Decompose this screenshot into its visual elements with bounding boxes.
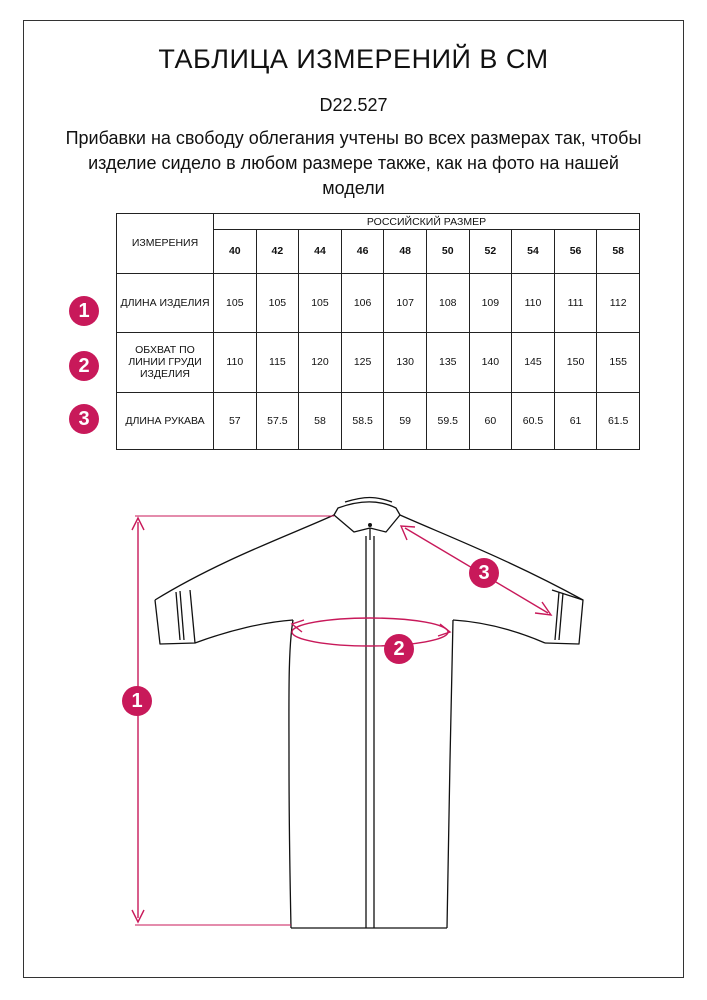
right-cuff (545, 590, 583, 644)
table-cell: 105 (299, 273, 342, 332)
diagram-marker-3: 3 (469, 558, 499, 588)
table-cell: 57.5 (256, 393, 299, 450)
right-side-seam (447, 620, 453, 928)
row-badge-1: 1 (69, 296, 99, 326)
collar (334, 502, 400, 532)
table-cell: 58.5 (341, 393, 384, 450)
table-cell: 109 (469, 273, 512, 332)
collar-button-icon (368, 523, 372, 527)
size-cell: 54 (512, 230, 555, 274)
table-cell: 107 (384, 273, 427, 332)
table-cell: 106 (341, 273, 384, 332)
table-cell: 150 (554, 332, 597, 393)
measure-header: ИЗМЕРЕНИЯ (117, 214, 214, 274)
row-badge-2: 2 (69, 351, 99, 381)
size-cell: 44 (299, 230, 342, 274)
diagram-marker-1: 1 (122, 686, 152, 716)
model-code: D22.527 (319, 95, 388, 115)
page-title: ТАБЛИЦА ИЗМЕРЕНИЙ В СМ (158, 44, 549, 74)
right-shoulder-line (400, 515, 583, 600)
row-badge-3: 3 (69, 404, 99, 434)
right-underarm (453, 620, 545, 643)
size-cell: 50 (426, 230, 469, 274)
size-cell: 52 (469, 230, 512, 274)
table-cell: 125 (341, 332, 384, 393)
table-cell: 130 (384, 332, 427, 393)
size-cell: 58 (597, 230, 640, 274)
table-cell: 61.5 (597, 393, 640, 450)
table-cell: 105 (256, 273, 299, 332)
row-label: ОБХВАТ ПО ЛИНИИ ГРУДИ ИЗДЕЛИЯ (117, 332, 214, 393)
table-cell: 59 (384, 393, 427, 450)
table-cell: 61 (554, 393, 597, 450)
left-cuff (155, 590, 195, 644)
size-cell: 48 (384, 230, 427, 274)
table-cell: 155 (597, 332, 640, 393)
table-cell: 110 (512, 273, 555, 332)
row-label: ДЛИНА РУКАВА (117, 393, 214, 450)
chest-ellipse (292, 618, 448, 646)
table-cell: 145 (512, 332, 555, 393)
table-cell: 108 (426, 273, 469, 332)
table-cell: 111 (554, 273, 597, 332)
table-cell: 105 (214, 273, 257, 332)
table-cell: 60 (469, 393, 512, 450)
size-cell: 56 (554, 230, 597, 274)
table-cell: 112 (597, 273, 640, 332)
size-cell: 46 (341, 230, 384, 274)
left-shoulder-line (155, 515, 334, 600)
size-header: РОССИЙСКИЙ РАЗМЕР (214, 214, 640, 230)
left-underarm (195, 620, 293, 643)
fit-note: Прибавки на свободу облегания учтены во всех размерах так, чтобы изделие сидело в любом размере также, как на фото на нашей модели (65, 128, 642, 198)
table-cell: 57 (214, 393, 257, 450)
table-cell: 60.5 (512, 393, 555, 450)
size-cell: 40 (214, 230, 257, 274)
table-cell: 120 (299, 332, 342, 393)
table-cell: 59.5 (426, 393, 469, 450)
table-cell: 58 (299, 393, 342, 450)
table-cell: 140 (469, 332, 512, 393)
table-cell: 110 (214, 332, 257, 393)
row-label: ДЛИНА ИЗДЕЛИЯ (117, 273, 214, 332)
size-cell: 42 (256, 230, 299, 274)
table-cell: 115 (256, 332, 299, 393)
dress-outline (155, 498, 583, 929)
left-side-seam (289, 620, 293, 928)
diagram-marker-2: 2 (384, 634, 414, 664)
table-cell: 135 (426, 332, 469, 393)
